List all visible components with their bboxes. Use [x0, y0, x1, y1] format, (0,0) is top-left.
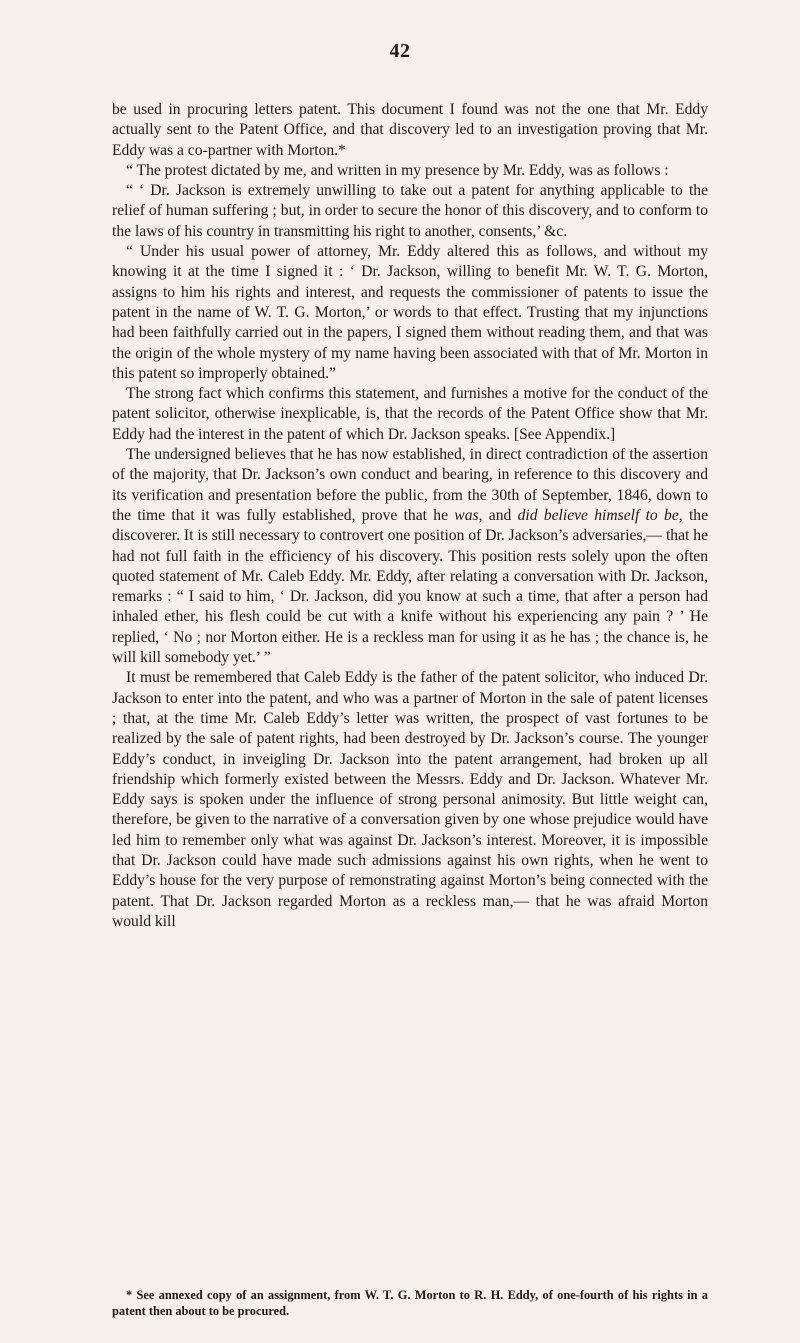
footnote — [112, 1287, 708, 1319]
italic-emphasis: did believe himself to be — [517, 506, 679, 524]
text-run: , and — [478, 506, 518, 524]
paragraph: The strong fact which confirms this statement, and furnishes a motive for the conduct of the patent solicitor, otherwise inexplicable, is, that the records of the Patent Office show that Mr. Eddy had the interest in the patent of which Dr. Jackson speaks. [See Appendix.] — [112, 385, 708, 443]
page-number: 42 — [389, 40, 411, 62]
paragraph — [112, 445, 708, 668]
body-text — [112, 100, 708, 932]
text-run: The undersigned believes that he has now established, in direct contradiction of the assertion of the majority, that Dr. Jackson’s own conduct and bearing, in reference to this discovery and its verification and presentation before the public, from the 30th of September, 1846, down to the time that it was fully established, prove that he — [112, 446, 708, 524]
paragraph: “ The protest dictated by me, and written in my presence by Mr. Eddy, was as follows : — [126, 161, 669, 179]
paragraph: “ ‘ Dr. Jackson is extremely unwilling to take out a patent for anything applicable to the relief of human suffering ; but, in order to secure the honor of this discovery, and to conform to the laws of his country in transmitting his right to another, consents,’ &c. — [112, 182, 708, 240]
footnote-text: * See annexed copy of an assignment, from W. T. G. Morton to R. H. Eddy, of one-fourth of his rights in a patent then about to be procured. — [112, 1288, 708, 1318]
paragraph: It must be remembered that Caleb Eddy is the father of the patent solicitor, who induced Dr. Jackson to enter into the patent, and who was a partner of Morton in the sale of patent licenses ; that, at the time Mr. Caleb Eddy’s letter was written, the prospect of vast fortunes to be realized by the sale of patent rights, had been destroyed by Dr. Jackson’s course. The younger Eddy’s conduct, in inveigling Dr. Jackson into the patent arrangement, had broken up all friendship which formerly existed between the Messrs. Eddy and Dr. Jackson. Whatever Mr. Eddy says is spoken under the influence of strong personal animosity. But little weight can, therefore, be given to the narrative of a conversation given by one whose prejudice would have led him to remember only what was against Dr. Jackson’s interest. Moreover, it is impossible that Dr. Jackson could have made such admissions against his own rights, when he went to Eddy’s house for the very purpose of remonstrating against Morton’s being connected with the patent. That Dr. Jackson regarded Morton as a reckless man,— that he was afraid Morton would kill — [112, 669, 708, 930]
italic-emphasis: was — [454, 506, 479, 524]
text-run: , the discoverer. It is still necessary to controvert one position of Dr. Jackson’s adversaries,— that he had not full faith in the efficiency of his discovery. This position rests solely upon the often quoted statement of Mr. Caleb Eddy. Mr. Eddy, after relating a conversation with Dr. Jackson, remarks : “ I said to him, ‘ Dr. Jackson, did you know at such a time, that after a person had inhaled ether, his flesh could be cut with a knife without his experiencing any pain ? ’ He replied, ‘ No ; nor Morton either. He is a reckless man for using it as he has ; the chance is, he will kill somebody yet.’ ” — [112, 506, 708, 667]
paragraph: be used in procuring letters patent. This document I found was not the one that Mr. Eddy actually sent to the Patent Office, and that discovery led to an investigation proving that Mr. Eddy was a co-partner with Morton.* — [112, 101, 708, 159]
paragraph: “ Under his usual power of attorney, Mr. Eddy altered this as follows, and without my knowing it at the time I signed it : ‘ Dr. Jackson, willing to benefit Mr. W. T. G. Morton, assigns to him his rights and interest, and requests the commissioner of patents to issue the patent in the name of W. T. G. Morton,’ or words to that effect. Trusting that my injunctions had been faithfully carried out in the papers, I signed them without reading them, and that was the origin of the whole mystery of my name having been associated with that of Mr. Morton in this patent so improperly obtained.” — [112, 243, 708, 382]
